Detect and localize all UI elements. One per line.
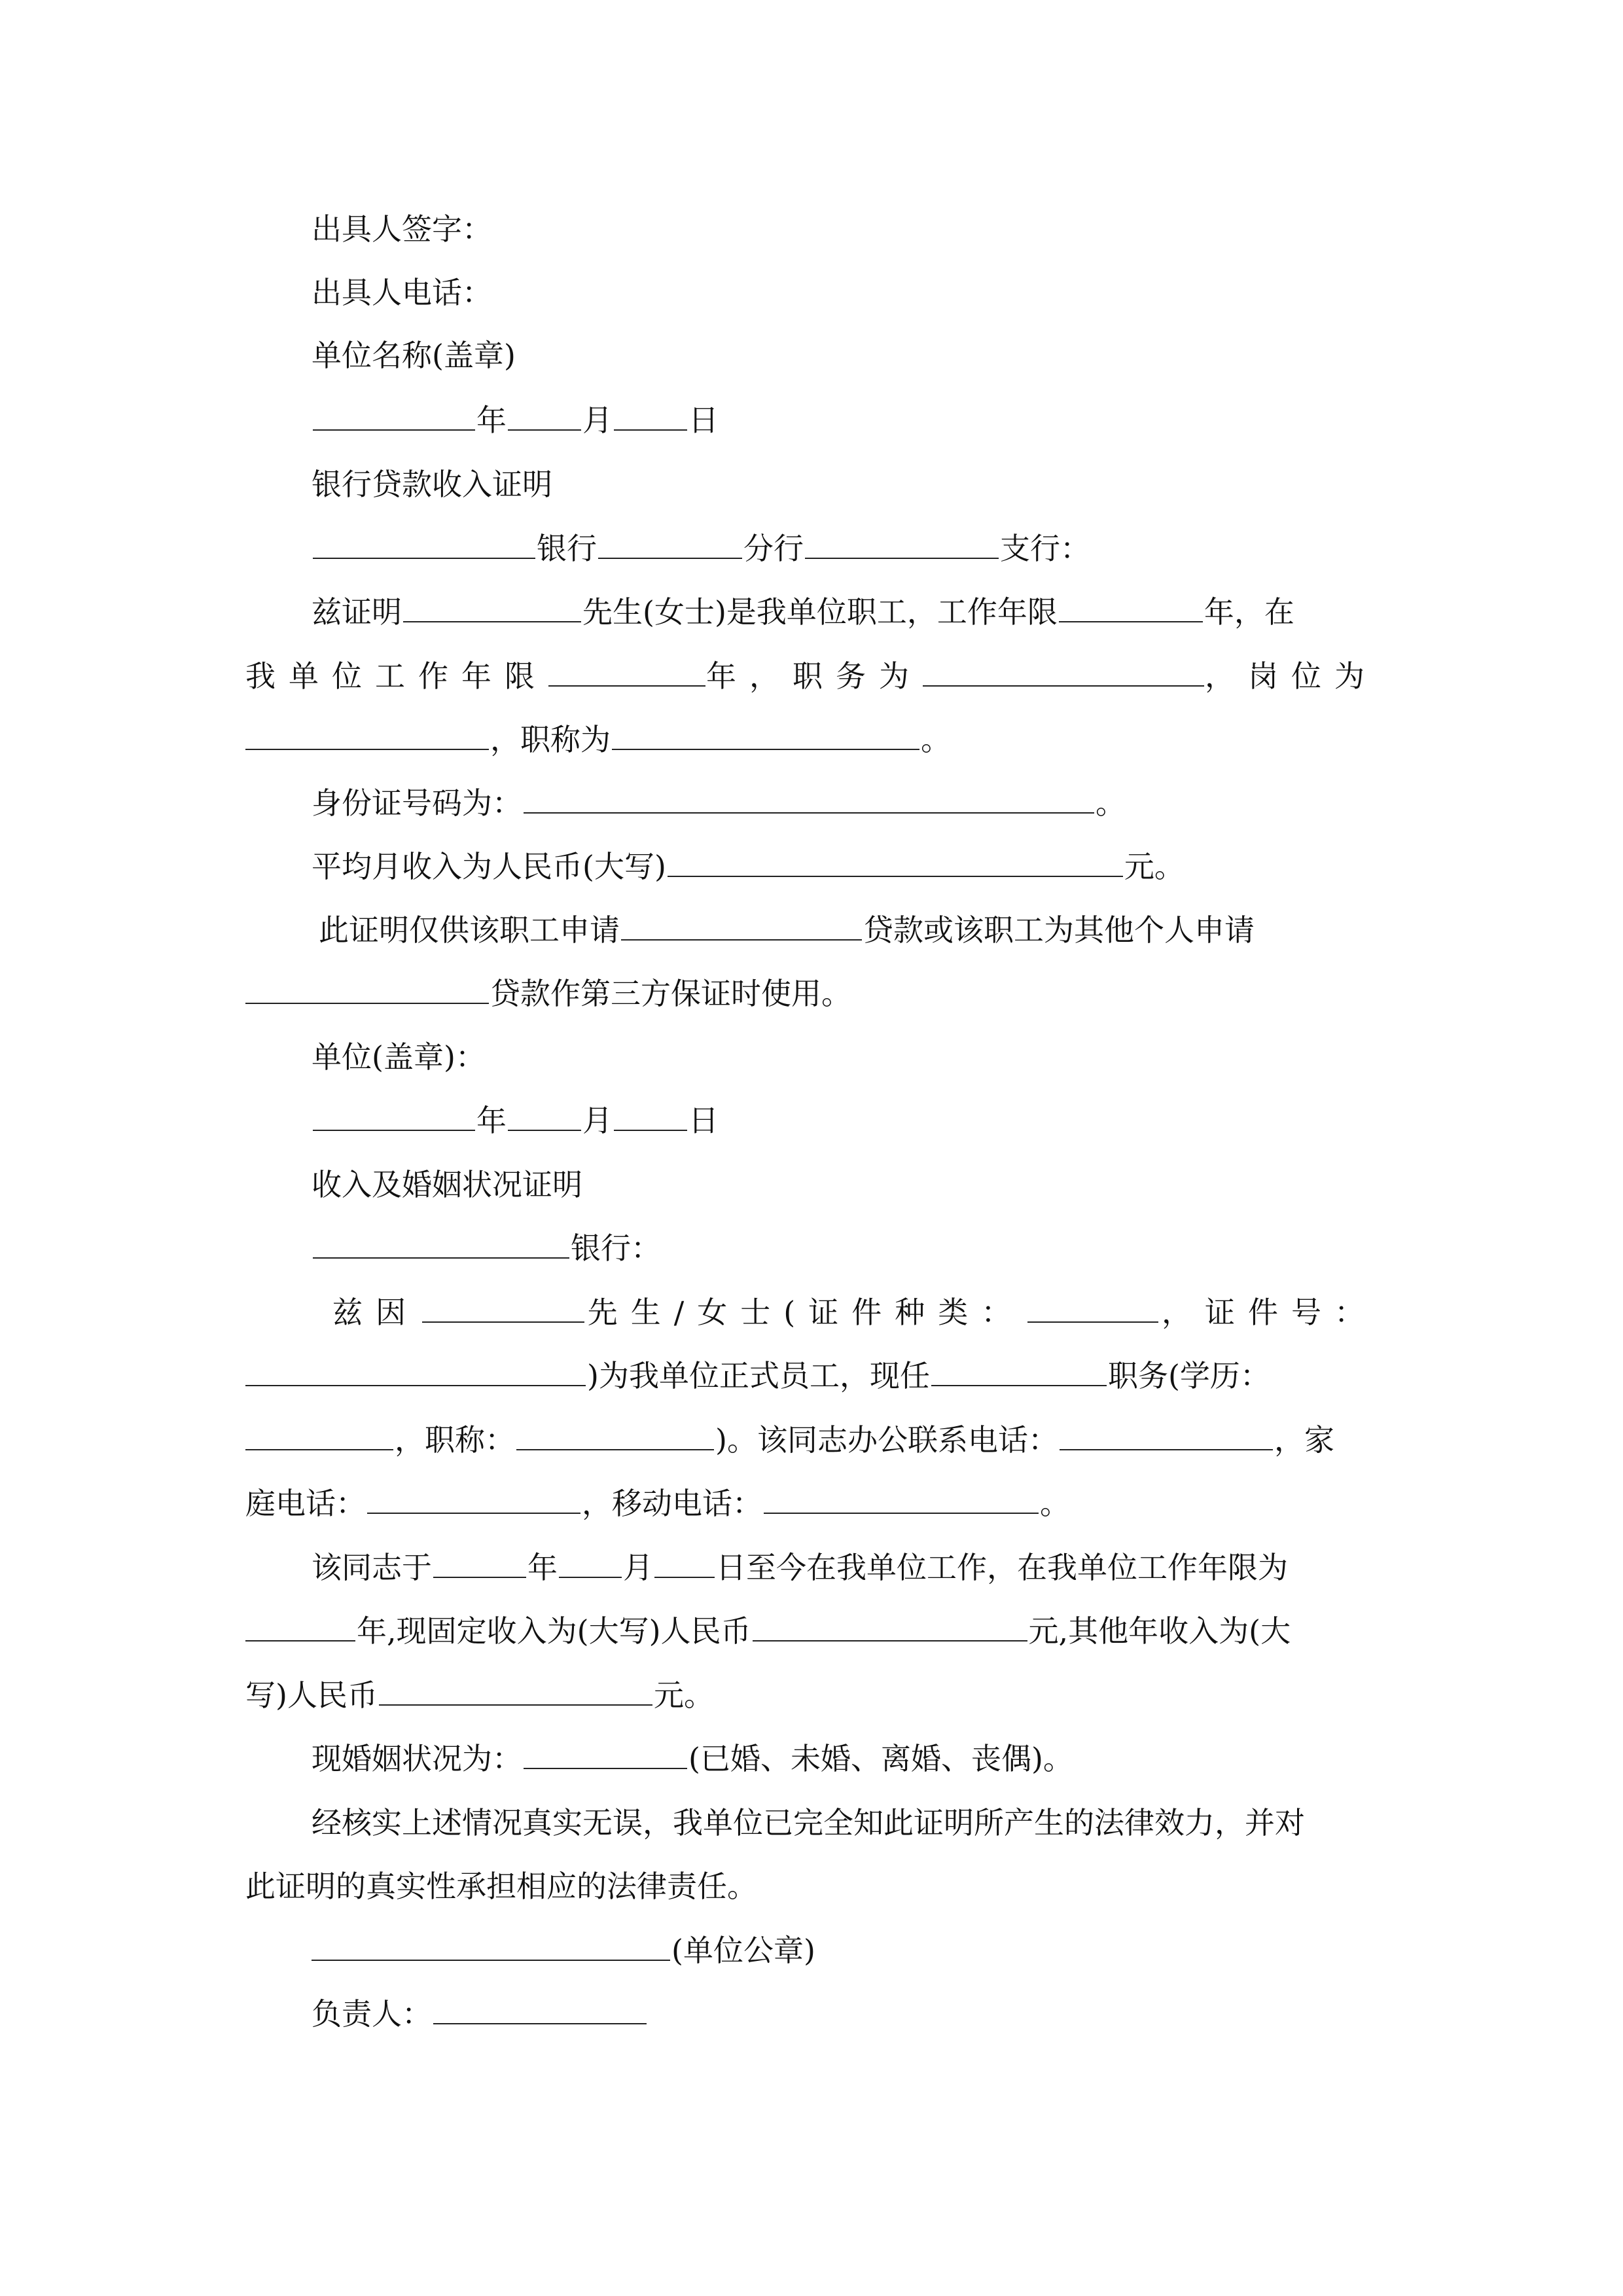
p3-text-a: ，职称为 bbox=[490, 722, 611, 757]
m-p5-text-d: 日至今在我单位工作，在我单位工作年限为 bbox=[716, 1550, 1288, 1585]
marriage-para1-line2 bbox=[245, 1356, 1378, 1395]
blank-day[interactable] bbox=[614, 401, 687, 431]
p2-text-a: 我单位工作年限 bbox=[245, 658, 548, 694]
unit-seal-line bbox=[312, 1037, 1444, 1077]
blank-office-phone[interactable] bbox=[1060, 1420, 1273, 1450]
issuer-signature-line bbox=[312, 209, 1444, 249]
blank-company-seal[interactable] bbox=[312, 1931, 670, 1961]
blank-bank[interactable] bbox=[313, 529, 535, 559]
m-p5-text-b: 年 bbox=[527, 1550, 558, 1585]
blank-day[interactable] bbox=[614, 1101, 687, 1131]
m-p7-text-a: 写)人民币 bbox=[245, 1677, 378, 1713]
bank-loan-title-text: 银行贷款收入证明 bbox=[312, 467, 552, 502]
blank-year[interactable] bbox=[313, 401, 475, 431]
subbranch-label: 支行： bbox=[1000, 531, 1090, 566]
m-p7-text-b: 元。 bbox=[653, 1677, 714, 1713]
blank-start-year[interactable] bbox=[433, 1548, 526, 1578]
bank-label: 银行： bbox=[571, 1230, 661, 1266]
m-p5-text-a: 该同志于 bbox=[312, 1550, 432, 1585]
unit-seal-label: 单位(盖章)： bbox=[312, 1039, 486, 1075]
year-label: 年 bbox=[476, 403, 507, 438]
issuer-date-line bbox=[312, 401, 1444, 440]
blank-employee-name[interactable] bbox=[403, 592, 581, 622]
blank-id-number[interactable] bbox=[245, 1356, 586, 1386]
p1-text-a: 兹证明 bbox=[312, 594, 402, 630]
blank-employee-name[interactable] bbox=[422, 1293, 584, 1323]
id-number-line bbox=[312, 783, 1444, 823]
day-label: 日 bbox=[688, 403, 719, 438]
blank-title[interactable] bbox=[612, 720, 919, 750]
blank-home-phone[interactable] bbox=[367, 1484, 580, 1514]
bank-cert-para1-line1 bbox=[312, 592, 1377, 632]
marriage-para2-line1 bbox=[312, 1548, 1444, 1587]
company-seal-line bbox=[312, 1931, 1444, 1970]
blank-education[interactable] bbox=[245, 1420, 393, 1450]
blank-subbranch[interactable] bbox=[805, 529, 999, 559]
usage-text-a: 此证明仅供该职工申请 bbox=[319, 912, 620, 948]
bank-label: 银行 bbox=[537, 531, 597, 566]
m-p4-text-b: ，移动电话： bbox=[582, 1486, 762, 1521]
m-p3-text-a: ，职称： bbox=[395, 1422, 515, 1458]
verify-line1 bbox=[312, 1803, 1444, 1842]
blank-month[interactable] bbox=[508, 401, 581, 431]
blank-monthly-income[interactable] bbox=[668, 847, 1123, 877]
marriage-para1-line3 bbox=[245, 1420, 1378, 1460]
marriage-para1-line1 bbox=[332, 1293, 1378, 1332]
responsible-line bbox=[312, 1994, 1444, 2034]
blank-current-post[interactable] bbox=[931, 1356, 1107, 1386]
blank-position[interactable] bbox=[923, 656, 1204, 687]
marriage-cert-title bbox=[312, 1165, 1444, 1204]
blank-fixed-income[interactable] bbox=[753, 1611, 1027, 1641]
monthly-income-line bbox=[312, 847, 1444, 886]
m-p2-text-b: 职务(学历： bbox=[1107, 1358, 1270, 1393]
p1-text-b: 先生(女士)是我单位职工，工作年限 bbox=[582, 594, 1058, 630]
branch-label: 分行 bbox=[743, 531, 804, 566]
income-unit: 元。 bbox=[1124, 849, 1185, 884]
bank-cert-para1-line3 bbox=[245, 720, 1378, 759]
m-p6-text-b: 元,其他年收入为(大 bbox=[1028, 1613, 1291, 1649]
p3-text-b: 。 bbox=[921, 722, 951, 757]
marital-label: 现婚姻状况为： bbox=[312, 1741, 522, 1776]
income-label: 平均月收入为人民币(大写) bbox=[312, 849, 666, 884]
marriage-cert-title-text: 收入及婚姻状况证明 bbox=[312, 1167, 582, 1202]
blank-work-years[interactable] bbox=[1059, 592, 1203, 622]
blank-responsible-person[interactable] bbox=[433, 1994, 647, 2024]
usage-line1 bbox=[319, 910, 1378, 950]
blank-start-month[interactable] bbox=[559, 1548, 622, 1578]
blank-month[interactable] bbox=[508, 1101, 581, 1131]
year-label: 年 bbox=[476, 1103, 507, 1138]
blank-year[interactable] bbox=[313, 1101, 475, 1131]
bank-cert-date-line bbox=[312, 1101, 1444, 1140]
blank-unit-years[interactable] bbox=[245, 1611, 355, 1641]
marital-status-line bbox=[312, 1739, 1444, 1778]
marital-options: (已婚、未婚、离婚、丧偶)。 bbox=[688, 1741, 1073, 1776]
verify-line2 bbox=[245, 1867, 1378, 1906]
p2-text-b: 年，职务为 bbox=[706, 658, 922, 694]
m-p1-text-a: 兹因 bbox=[332, 1295, 419, 1330]
seal-label: (单位公章) bbox=[671, 1933, 815, 1968]
blank-unit-years[interactable] bbox=[548, 656, 705, 687]
bank-loan-cert-title bbox=[312, 465, 1444, 504]
blank-id-number[interactable] bbox=[524, 783, 1094, 814]
m-p4-text-a: 庭电话： bbox=[245, 1486, 366, 1521]
issuer-signature-label: 出具人签字： bbox=[312, 211, 492, 247]
m-p5-text-c: 月 bbox=[623, 1550, 653, 1585]
m-p2-text-a: )为我单位正式员工，现任 bbox=[587, 1358, 930, 1393]
usage-line2 bbox=[245, 974, 1378, 1013]
usage-text-b: 贷款或该职工为其他个人申请 bbox=[863, 912, 1255, 948]
bank-addressee-line bbox=[312, 529, 1444, 568]
blank-post[interactable] bbox=[245, 720, 489, 750]
blank-loan-type[interactable] bbox=[621, 910, 862, 941]
day-label: 日 bbox=[688, 1103, 719, 1138]
marriage-para1-line4 bbox=[245, 1484, 1378, 1523]
blank-marital-status[interactable] bbox=[524, 1739, 687, 1769]
m-p4-text-c: 。 bbox=[1040, 1486, 1070, 1521]
blank-other-income[interactable] bbox=[379, 1676, 652, 1706]
marriage-addressee-line bbox=[312, 1229, 1444, 1268]
id-label: 身份证号码为： bbox=[312, 785, 522, 821]
m-p3-text-c: ，家 bbox=[1274, 1422, 1334, 1458]
p1-text-c: 年，在 bbox=[1204, 594, 1294, 630]
marriage-para2-line3 bbox=[245, 1676, 1378, 1715]
unit-name-line bbox=[312, 336, 1444, 375]
verify-text-2: 此证明的真实性承担相应的法律责任。 bbox=[245, 1869, 757, 1904]
m-p1-text-b: 先生/女士(证件种类： bbox=[587, 1295, 1025, 1330]
p2-text-c: ，岗位为 bbox=[1205, 658, 1378, 694]
blank-professional-title[interactable] bbox=[516, 1420, 714, 1450]
id-end: 。 bbox=[1096, 785, 1126, 821]
month-label: 月 bbox=[582, 403, 613, 438]
marriage-para2-line2 bbox=[245, 1611, 1378, 1651]
responsible-label: 负责人： bbox=[312, 1996, 432, 2032]
blank-branch[interactable] bbox=[598, 529, 742, 559]
blank-mobile-phone[interactable] bbox=[764, 1484, 1039, 1514]
bank-cert-para1-line2 bbox=[245, 656, 1378, 696]
issuer-phone-label: 出具人电话： bbox=[312, 275, 492, 310]
blank-third-party-loan[interactable] bbox=[245, 974, 489, 1004]
m-p6-text-a: 年,现固定收入为(大写)人民币 bbox=[357, 1613, 751, 1649]
blank-bank[interactable] bbox=[313, 1229, 569, 1259]
m-p1-text-c: ，证件号： bbox=[1161, 1295, 1378, 1330]
issuer-phone-line bbox=[312, 273, 1444, 312]
month-label: 月 bbox=[582, 1103, 613, 1138]
blank-start-day[interactable] bbox=[654, 1548, 715, 1578]
unit-name-label: 单位名称(盖章) bbox=[312, 338, 516, 373]
blank-id-type[interactable] bbox=[1027, 1293, 1158, 1323]
usage-text-c: 贷款作第三方保证时使用。 bbox=[490, 976, 851, 1011]
m-p3-text-b: )。该同志办公联系电话： bbox=[715, 1422, 1058, 1458]
verify-text-1: 经核实上述情况真实无误，我单位已完全知此证明所产生的法律效力，并对 bbox=[312, 1805, 1305, 1840]
